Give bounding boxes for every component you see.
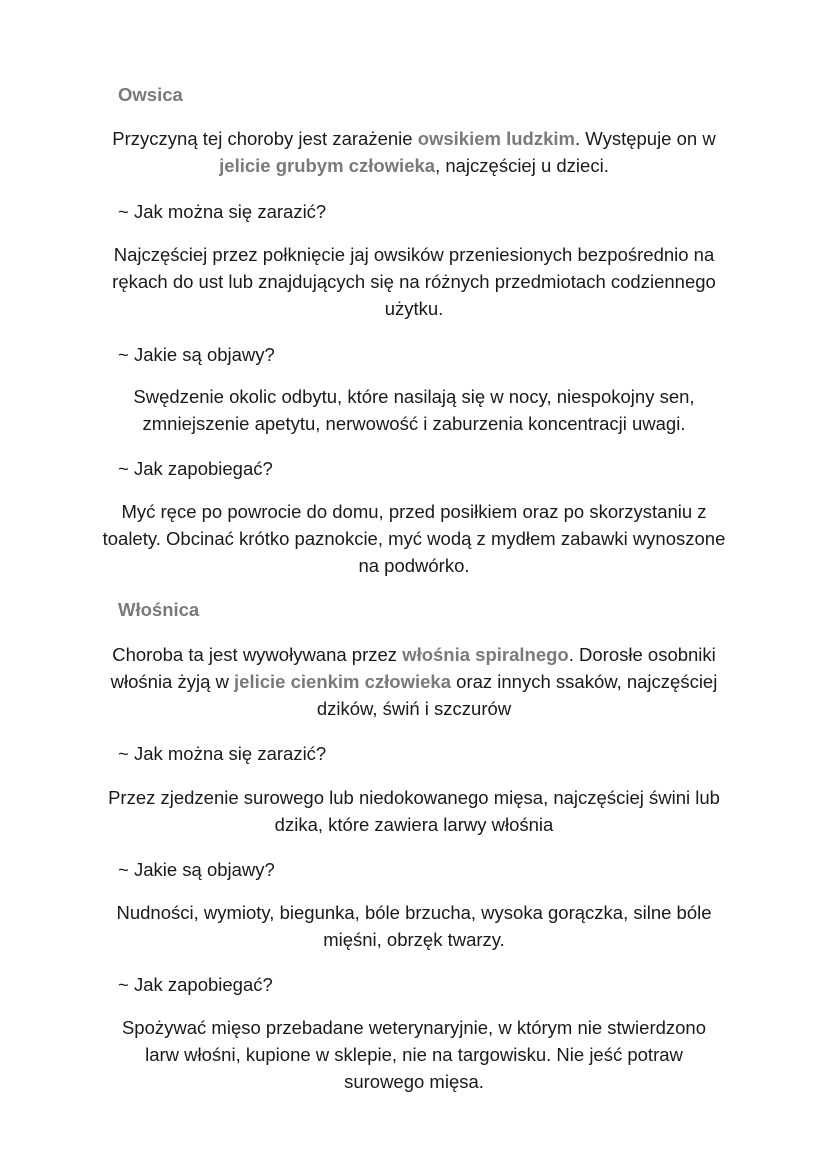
section-heading-owsica: Owsica: [118, 84, 183, 105]
section-intro-owsica: [90, 125, 738, 179]
answer-symptoms: Swędzenie okolic odbytu, które nasilają się w nocy, niespokojny sen, zmniejszenie apetytu, nerwowość i zaburzenia koncentracji uwagi.: [133, 386, 695, 434]
question-infection: ~ Jak można się zarazić?: [118, 201, 327, 222]
question-symptoms: ~ Jakie są objawy?: [118, 859, 275, 880]
section-heading-wlosnica: Włośnica: [118, 599, 200, 620]
intro-highlight: jelicie grubym człowieka: [219, 155, 436, 176]
intro-highlight: włośnia spiralnego: [402, 644, 569, 665]
intro-highlight: jelicie cienkim człowieka: [234, 671, 452, 692]
question-infection: ~ Jak można się zarazić?: [118, 743, 327, 764]
intro-text: Choroba ta jest wywoływana przez: [112, 644, 403, 665]
intro-text: oraz innych ssaków, najczęściej dzików, świń i szczurów: [316, 671, 718, 719]
section-intro-wlosnica: [90, 641, 738, 722]
answer-prevention: Myć ręce po powrocie do domu, przed posiłkiem oraz po skorzystaniu z toalety. Obcinać krótko paznokcie, myć wodą z mydłem zabawki wynoszone na podwórko.: [102, 501, 726, 576]
intro-highlight: owsikiem ludzkim: [417, 128, 575, 149]
question-prevention: ~ Jak zapobiegać?: [118, 974, 273, 995]
intro-text: . Dorosłe osobniki włośnia żyją w: [110, 644, 716, 692]
answer-infection: Najczęściej przez połknięcie jaj owsików przeniesionych bezpośrednio na rękach do ust lub znajdujących się na różnych przedmiotach codziennego użytku.: [112, 244, 716, 319]
intro-text: , najczęściej u dzieci.: [435, 155, 609, 176]
answer-symptoms: Nudności, wymioty, biegunka, bóle brzucha, wysoka gorączka, silne bóle mięśni, obrzęk twarzy.: [116, 902, 712, 950]
intro-text: Przyczyną tej choroby jest zarażenie: [112, 128, 418, 149]
intro-text: . Występuje on w: [574, 128, 716, 149]
answer-prevention: Spożywać mięso przebadane weterynaryjnie, w którym nie stwierdzono larw włośni, kupione w sklepie, nie na targowisku. Nie jeść potraw surowego mięsa.: [121, 1017, 707, 1092]
answer-infection: Przez zjedzenie surowego lub niedokowanego mięsa, najczęściej świni lub dzika, które zawiera larwy włośnia: [108, 787, 720, 835]
question-prevention: ~ Jak zapobiegać?: [118, 458, 273, 479]
question-symptoms: ~ Jakie są objawy?: [118, 344, 275, 365]
